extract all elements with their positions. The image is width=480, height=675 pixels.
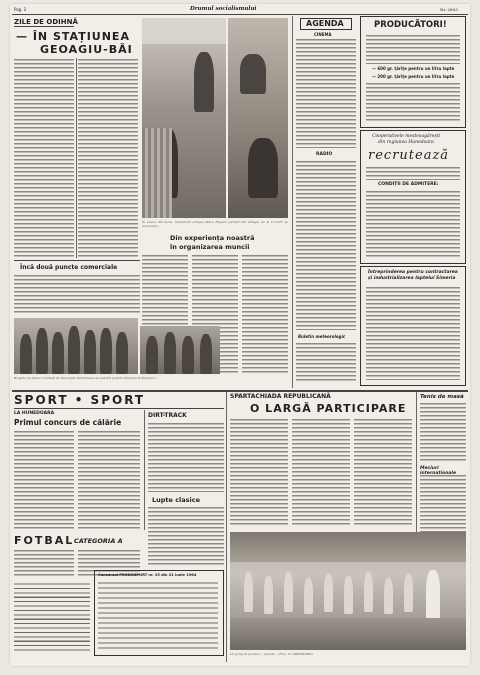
intreprinderea-line-2: și industrializarea laptelui Simeria — [368, 276, 456, 281]
zile-headline-1: — ÎN STAȚIUNEA — [16, 30, 130, 43]
newspaper-page — [10, 4, 470, 666]
photo1-caption: În pauza din lucru, muncitorii echipei Petru Fiţascu (primul din stânga) de la I.C.S.H. se recreează… — [142, 220, 288, 229]
agenda-buletin: Buletin meteorologic — [298, 334, 346, 339]
calarie-body-col1 — [14, 430, 74, 530]
fotbal-standings — [14, 582, 90, 652]
tenis-headline: Tenis de masă — [420, 394, 464, 400]
masthead-rule — [12, 14, 468, 15]
larga-participare-headline: O LARGĂ PARTICIPARE — [250, 402, 407, 415]
producatori-title: PRODUCĂTORI! — [374, 20, 447, 30]
calarie-body-col2 — [78, 430, 140, 530]
producatori-line-2: — 200 gr. țărițe pentru un litru lapte — [372, 74, 455, 79]
experienta-body-col3 — [242, 254, 288, 374]
agenda-cinema: CINEMA — [314, 32, 332, 37]
photo-worker-portrait — [228, 18, 288, 218]
spartachiada-kicker: SPARTACHIADA REPUBLICANĂ — [230, 393, 331, 400]
dirt-track-body — [148, 422, 224, 492]
zile-body-col1 — [14, 58, 74, 258]
coop-body-1 — [366, 166, 460, 180]
footer-caption: Un grup de pionieri... parada... (Foto: N. GHEORGHE) — [230, 652, 313, 656]
tenis-body — [420, 402, 466, 462]
hunedoara-kicker: LA HUNEDOARA — [14, 411, 55, 416]
agenda-radio-body — [296, 160, 356, 330]
zile-body-col2 — [78, 58, 138, 258]
coop-line-1: Cooperativele meșteșugărești — [372, 134, 441, 139]
photo3-caption: Brigada de mineri condusă de Gheorghe Dumitrescu se numără printre fruntașii în întrecere… — [14, 376, 159, 380]
sport-banner: SPORT • SPORT — [14, 393, 146, 407]
spartachiada-body-col1 — [230, 418, 288, 526]
experienta-headline-2: în organizarea muncii — [170, 243, 250, 251]
categoria-headline: CATEGORIA A — [74, 537, 123, 545]
fotbal-body-col1 — [14, 549, 74, 577]
page-number: Pag. 2 — [14, 7, 27, 12]
pronosport-title: Concursul PRONOSPORT nr. 25 din 21 iunie 1964 — [98, 573, 197, 577]
doua-puncte-headline: Încă două puncte comerciale — [20, 264, 118, 271]
photo-workers-outdoor — [142, 18, 226, 218]
pronosport-table — [98, 581, 218, 651]
experienta-headline-1: Din experiența noastră — [170, 234, 255, 242]
meciuri-body — [420, 474, 466, 532]
coop-recruteaza: recrutează — [368, 148, 450, 163]
spartachiada-body-col2 — [292, 418, 350, 526]
agenda-radio: RADIO — [316, 152, 333, 157]
lupte-body — [148, 506, 224, 566]
issue-number: Nr. 2603 — [440, 7, 458, 12]
coop-line-2: din regiunea Hunedoara — [378, 140, 434, 145]
coop-body-2 — [366, 190, 460, 258]
doua-puncte-body — [14, 274, 140, 314]
meciuri-headline: Meciuri — [420, 466, 439, 471]
fotbal-headline: FOTBAL — [14, 534, 75, 547]
zile-headline-2: GEOAGIU-BĂI — [40, 43, 133, 56]
photo-parade — [230, 532, 466, 650]
agenda-cinema-body — [296, 38, 356, 148]
intreprinderea-body — [366, 286, 460, 380]
dirt-track-headline: DIRT-TRACK — [148, 412, 187, 419]
masthead-title: Drumul socialismului — [190, 6, 257, 12]
calarie-headline: Primul concurs de călărie — [14, 418, 122, 427]
lupte-headline: Lupte clasice — [152, 496, 201, 504]
photo-miners-group-right — [140, 326, 220, 374]
producatori-body-2 — [366, 82, 460, 122]
producatori-line-1: — 600 gr. țărițe pentru un litru lapte — [372, 66, 455, 71]
intreprinderea-line-1: Întreprinderea pentru contractarea — [368, 270, 458, 275]
spartachiada-body-col3 — [354, 418, 412, 526]
agenda-title: AGENDA — [306, 19, 344, 28]
producatori-body-1 — [366, 34, 460, 64]
coop-conditii: CONDIȚII DE ADMITERE: — [378, 182, 439, 187]
zile-kicker: ZILE DE ODIHNĂ — [14, 18, 78, 26]
photo-miners-group — [14, 318, 138, 374]
agenda-buletin-body — [296, 342, 356, 382]
